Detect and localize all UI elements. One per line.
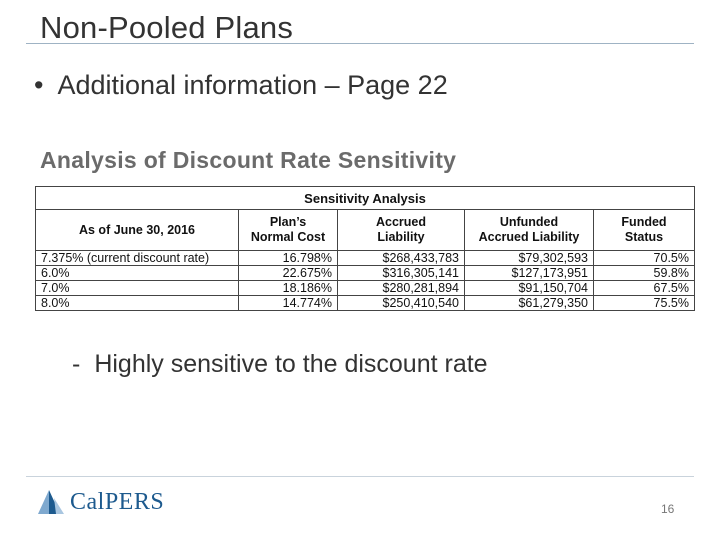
sub-bullet-text: Highly sensitive to the discount rate: [94, 350, 488, 378]
table-cell: 59.8%: [594, 266, 695, 281]
table-row: [36, 296, 695, 311]
column-header: Accrued Liability: [338, 210, 465, 251]
title-divider: [26, 43, 694, 44]
table-cell: $79,302,593: [465, 251, 594, 266]
table-cell: 67.5%: [594, 281, 695, 296]
table-cell: $316,305,141: [338, 266, 465, 281]
logo-text: CalPERS: [70, 488, 165, 515]
table-cell: 7.0%: [36, 281, 239, 296]
triangle-mountain-icon: [36, 488, 66, 516]
sub-bullet-item: [72, 350, 488, 379]
table-cell: 18.186%: [239, 281, 338, 296]
table-title: Sensitivity Analysis: [36, 187, 695, 210]
table-row: [36, 251, 695, 266]
table-cell: 70.5%: [594, 251, 695, 266]
table-cell: $61,279,350: [465, 296, 594, 311]
column-header: Funded Status: [594, 210, 695, 251]
column-header: Plan’s Normal Cost: [239, 210, 338, 251]
column-header: Unfunded Accrued Liability: [465, 210, 594, 251]
table-cell: $127,173,951: [465, 266, 594, 281]
table-cell: $250,410,540: [338, 296, 465, 311]
slide-title: Non-Pooled Plans: [40, 10, 294, 45]
table-cell: 22.675%: [239, 266, 338, 281]
table-cell: 6.0%: [36, 266, 239, 281]
page-number: 16: [661, 502, 675, 516]
table-cell: 14.774%: [239, 296, 338, 311]
table-cell: $268,433,783: [338, 251, 465, 266]
table-header-row: [36, 210, 695, 251]
table-cell: 7.375% (current discount rate): [36, 251, 239, 266]
footer-divider: [26, 476, 694, 477]
sensitivity-table: [35, 186, 695, 311]
sub-bullet-marker: -: [72, 350, 81, 378]
table-cell: $280,281,894: [338, 281, 465, 296]
bullet-text: Additional information – Page 22: [57, 70, 448, 100]
table-cell: 8.0%: [36, 296, 239, 311]
column-header: As of June 30, 2016: [36, 210, 239, 251]
table-cell: $91,150,704: [465, 281, 594, 296]
figure-heading: Analysis of Discount Rate Sensitivity: [40, 147, 457, 173]
bullet-marker: •: [34, 70, 44, 100]
table-row: [36, 266, 695, 281]
table-row: [36, 281, 695, 296]
calpers-logo: [36, 488, 164, 516]
bullet-item: [34, 70, 448, 101]
table-cell: 16.798%: [239, 251, 338, 266]
table-cell: 75.5%: [594, 296, 695, 311]
